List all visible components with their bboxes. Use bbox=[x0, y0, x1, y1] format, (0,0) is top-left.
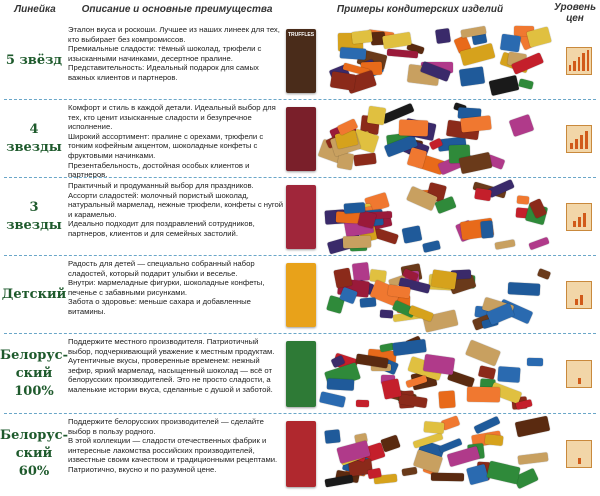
description-paragraph: Идеально подходит для поздравлений сотрудников, партнеров, клиентов и для семейных застолий. bbox=[68, 219, 255, 238]
candy-image bbox=[402, 225, 423, 243]
price-level-icon bbox=[566, 125, 592, 153]
candy-image bbox=[381, 378, 401, 399]
price-bar bbox=[578, 57, 580, 71]
description-paragraph: В этой коллекции — сладости отечественных фабрик и интересные лакомства российских производителей, известные своим качеством и традиционными рецептами. bbox=[68, 436, 278, 465]
candy-image bbox=[431, 473, 464, 482]
candy-image bbox=[518, 452, 549, 465]
candy-image bbox=[380, 435, 400, 453]
candy-image bbox=[495, 239, 516, 249]
candy-image bbox=[489, 75, 520, 96]
candy-cluster bbox=[320, 418, 558, 490]
tier-description bbox=[68, 181, 284, 239]
price-bar bbox=[578, 458, 581, 464]
candy-image bbox=[324, 429, 340, 443]
candy-image bbox=[352, 262, 370, 282]
description-paragraph: Представительность: Идеальный подарок для самых важных клиентов и партнеров. bbox=[68, 63, 259, 82]
description-paragraph: Патриотично, вкусно и по разумной цене. bbox=[68, 464, 217, 474]
candy-image bbox=[356, 400, 369, 407]
tier-row bbox=[0, 256, 600, 334]
candy-image bbox=[537, 268, 551, 280]
candy-image bbox=[500, 34, 521, 52]
tier-row bbox=[0, 414, 600, 494]
tier-description bbox=[68, 417, 284, 475]
price-bar bbox=[580, 295, 583, 305]
candy-image bbox=[474, 188, 492, 201]
price-bar bbox=[587, 50, 589, 71]
candy-examples bbox=[286, 260, 558, 330]
table-header bbox=[0, 0, 600, 22]
price-level-icon bbox=[566, 47, 592, 75]
tier-row bbox=[0, 22, 600, 100]
price-bar bbox=[582, 53, 584, 71]
gift-box-image bbox=[286, 107, 316, 171]
price-bar bbox=[569, 65, 571, 71]
candy-image bbox=[353, 153, 376, 167]
price-bar bbox=[573, 61, 575, 71]
candy-image bbox=[387, 49, 418, 59]
candy-image bbox=[380, 310, 394, 319]
candy-cluster bbox=[320, 182, 558, 252]
candy-examples bbox=[286, 418, 558, 490]
price-bar bbox=[573, 221, 576, 227]
description-paragraph: Радость для детей — специально собранный набор сладостей, который подарит улыбки и веселье. bbox=[68, 259, 255, 278]
tier-name: 3 звезды bbox=[6, 200, 62, 233]
price-bar bbox=[583, 213, 586, 227]
candy-image bbox=[486, 461, 520, 485]
tier-description bbox=[68, 25, 284, 83]
candy-examples bbox=[286, 26, 558, 96]
price-bar bbox=[578, 217, 581, 227]
header-examples: Примеры кондитерских изделий bbox=[336, 4, 504, 15]
price-level-icon bbox=[566, 203, 592, 231]
gift-box-image bbox=[286, 263, 316, 327]
header-line: Линейка bbox=[14, 4, 56, 15]
tier-name: Белорус-ский 100% bbox=[0, 348, 68, 399]
tier-name: Белорус-ский 60% bbox=[0, 428, 68, 479]
price-bar bbox=[580, 135, 583, 149]
candy-image bbox=[343, 236, 371, 249]
candy-image bbox=[408, 305, 434, 322]
description-paragraph: Ассорти сладостей: молочный пористый шоколад, натуральный мармелад, нежные трюфели, конфеты с нугой и карамелью. bbox=[68, 190, 284, 219]
tier-row bbox=[0, 178, 600, 256]
description-paragraph: Эталон вкуса и роскоши. Лучшее из наших линеек для тех, кто выбирает без компромиссов. bbox=[68, 25, 280, 44]
candy-image bbox=[528, 237, 549, 250]
candy-image bbox=[351, 30, 372, 44]
gift-box-image bbox=[286, 341, 316, 407]
candy-image bbox=[330, 71, 356, 91]
candy-image bbox=[527, 358, 543, 366]
price-bar bbox=[575, 139, 578, 149]
candy-image bbox=[518, 78, 534, 89]
candy-image bbox=[340, 47, 367, 60]
candy-image bbox=[333, 268, 352, 289]
header-description: Описание и основные преимущества bbox=[81, 4, 273, 15]
candy-image bbox=[435, 28, 451, 44]
tier-name: 5 звёзд bbox=[5, 53, 63, 68]
description-paragraph: Поддержите местного производителя. Патриотичный выбор, подчеркивающий уважение к местным продуктам. bbox=[68, 337, 275, 356]
description-paragraph: Внутри: мармеладные фигурки, шоколадные конфеты, печенье с забавными рисунками. bbox=[68, 278, 265, 297]
description-paragraph: Практичный и продуманный выбор для праздников. bbox=[68, 181, 254, 190]
tier-description bbox=[68, 103, 284, 180]
description-paragraph: Комфорт и стиль в каждой детали. Идеальный выбор для тех, кто ценит изысканные сладости и безупречное исполнение. bbox=[68, 103, 276, 132]
tier-description bbox=[68, 259, 284, 317]
candy-image bbox=[344, 202, 366, 213]
tier-description bbox=[68, 337, 284, 395]
candy-image bbox=[360, 297, 377, 307]
price-level-icon bbox=[566, 440, 592, 468]
description-paragraph: Широкий ассортимент: пралине с орехами, трюфели с тонким кофейным акцентом, шоколадные конфеты с фруктовыми начинками. bbox=[68, 131, 264, 160]
candy-image bbox=[438, 390, 455, 408]
candy-image bbox=[367, 106, 386, 125]
candy-cluster bbox=[320, 338, 558, 410]
candy-image bbox=[509, 114, 534, 137]
description-paragraph: Поддержите белорусских производителей — сделайте выбор в пользу родного. bbox=[68, 417, 264, 436]
candy-image bbox=[515, 416, 550, 438]
gift-box-image bbox=[286, 421, 316, 487]
price-bar bbox=[575, 299, 578, 305]
candy-image bbox=[424, 421, 445, 434]
candy-image bbox=[327, 378, 355, 390]
candy-image bbox=[467, 387, 500, 403]
tier-row bbox=[0, 100, 600, 178]
description-paragraph: Аутентичные вкусы, проверенные временем: нежный зефир, яркий мармелад, насыщенный шоколад — всё от белорусских производителей. Это не просто сладости, а маленькие истории вкуса, сделанные с душой и заботой. bbox=[68, 356, 273, 394]
gift-box-image bbox=[286, 185, 316, 249]
gift-box-image bbox=[286, 29, 316, 93]
candy-image bbox=[466, 464, 489, 485]
price-level-icon bbox=[566, 360, 592, 388]
candy-image bbox=[459, 66, 485, 86]
candy-image bbox=[460, 115, 491, 132]
candy-image bbox=[431, 269, 457, 289]
header-price-level: Уровень цен bbox=[553, 2, 597, 24]
candy-image bbox=[319, 391, 346, 407]
description-paragraph: Забота о здоровье: меньше сахара и добавленные витамины. bbox=[68, 297, 251, 316]
candy-image bbox=[447, 446, 480, 467]
price-level-icon bbox=[566, 281, 592, 309]
candy-image bbox=[465, 340, 501, 367]
candy-image bbox=[392, 339, 426, 356]
candy-image bbox=[325, 475, 354, 488]
candy-cluster bbox=[320, 26, 558, 96]
candy-image bbox=[517, 195, 530, 204]
candy-image bbox=[422, 240, 441, 253]
candy-examples bbox=[286, 182, 558, 252]
price-bar bbox=[585, 131, 588, 149]
candy-examples bbox=[286, 104, 558, 174]
description-paragraph: Презентабельность, достойная особых клиентов и партнеров. bbox=[68, 160, 250, 180]
description-paragraph: Премиальные сладости: тёмный шоколад, трюфели с изысканными начинками, десертное пралине. bbox=[68, 44, 262, 63]
candy-cluster bbox=[320, 260, 558, 330]
candy-image bbox=[498, 366, 521, 382]
candy-image bbox=[478, 365, 496, 379]
price-bar bbox=[570, 143, 573, 149]
candy-cluster bbox=[320, 104, 558, 174]
candy-examples bbox=[286, 338, 558, 410]
gift-box-label: TRUFFLES bbox=[287, 32, 315, 38]
candy-image bbox=[399, 119, 429, 136]
tier-name: Детский bbox=[1, 287, 67, 302]
tier-name: 4 звезды bbox=[6, 122, 62, 155]
candy-image bbox=[402, 467, 418, 476]
candy-image bbox=[485, 434, 504, 446]
candy-image bbox=[508, 282, 541, 296]
price-bar bbox=[578, 378, 581, 384]
candy-image bbox=[480, 221, 493, 239]
tier-row bbox=[0, 334, 600, 414]
